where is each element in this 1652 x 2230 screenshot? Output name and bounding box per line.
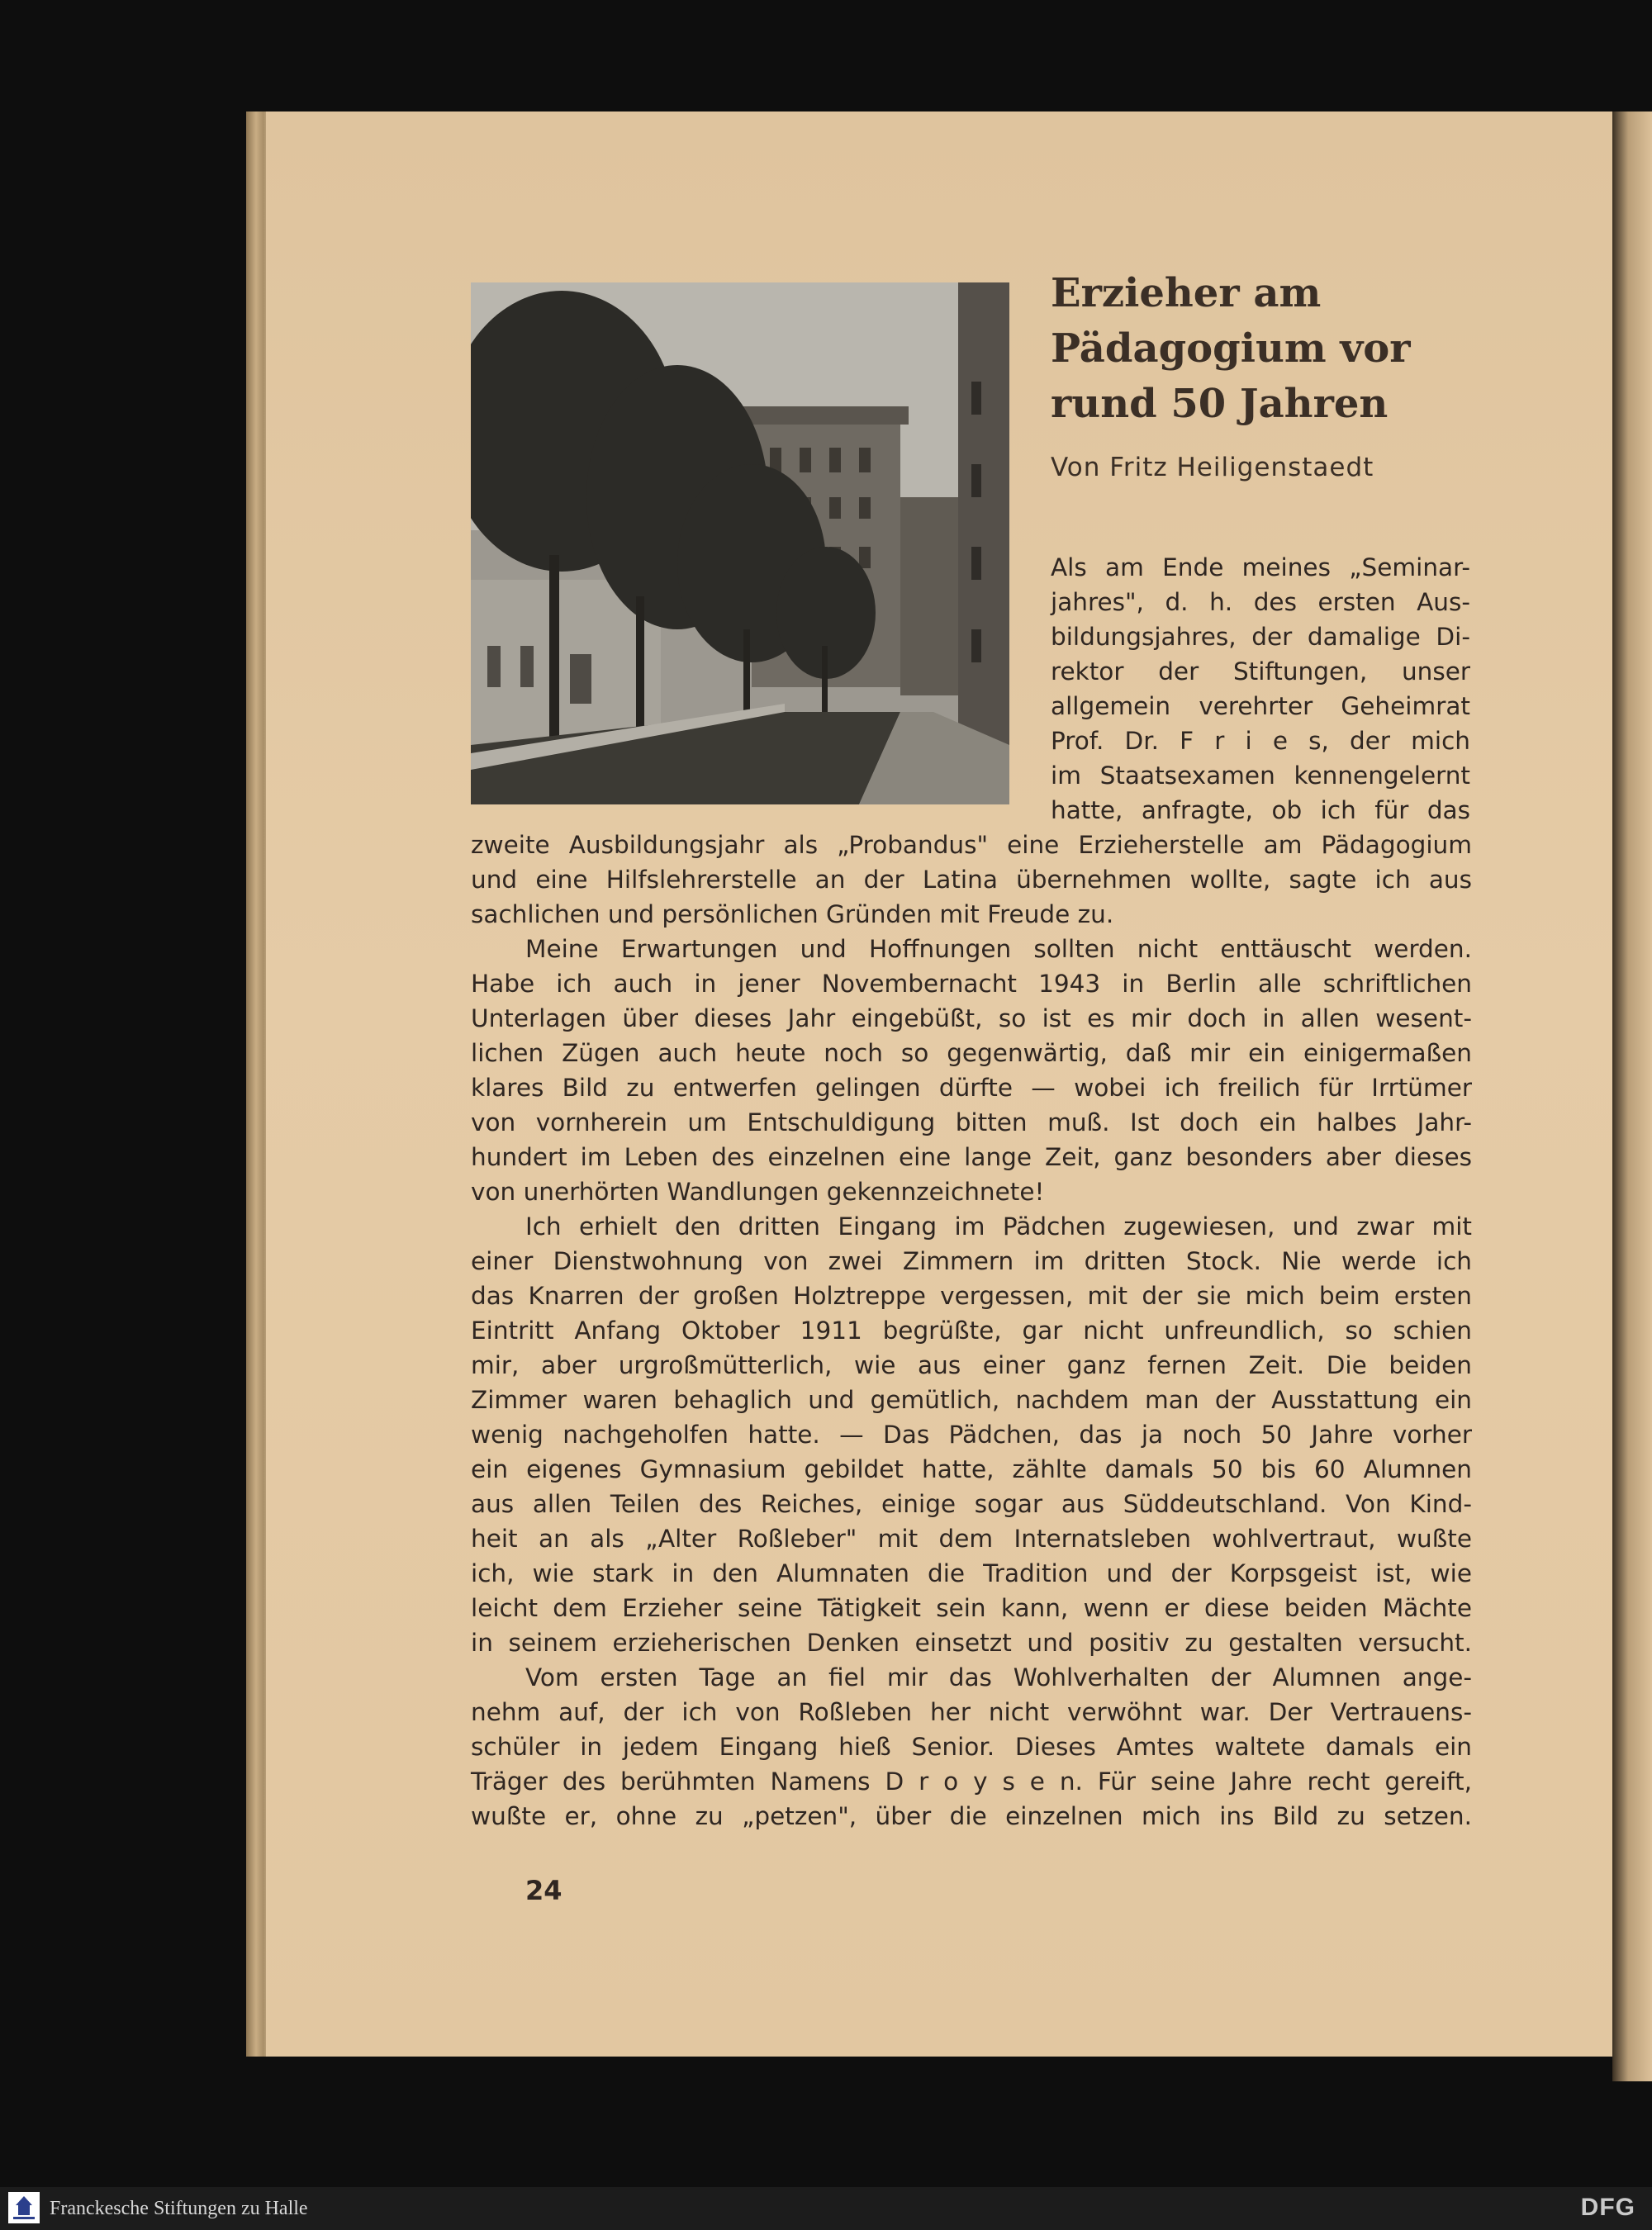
text-line: ich, wie stark in den Alumnaten die Tradition und der Korpsgeist ist, wie [471,1559,1472,1587]
text-line: rektor der Stiftungen, unser [1051,657,1470,686]
text-line: mir, aber urgroßmütterlich, wie aus einer ganz fernen Zeit. Die beiden [471,1351,1472,1379]
article-title-line: Erzieher am [1051,270,1322,316]
text-line: jahres", d. h. des ersten Aus- [1051,588,1470,616]
text-line: wußte er, ohne zu „petzen", über die einzelnen mich ins Bild zu setzen. [471,1802,1472,1830]
viewer-footer-bar [0,2187,1652,2230]
article-title-line: rund 50 Jahren [1051,381,1389,427]
dfg-logo[interactable]: DFG [1580,2194,1635,2221]
text-line: allgemein verehrter Geheimrat [1051,692,1470,720]
article-title-line: Pädagogium vor [1051,325,1411,372]
institution-name[interactable]: Franckesche Stiftungen zu Halle [50,2198,308,2219]
text-line: nehm auf, der ich von Roßleben her nicht verwöhnt war. Der Vertrauens- [471,1698,1472,1726]
text-line: heit an als „Alter Roßleber" mit dem Internatsleben wohlvertraut, wußte [471,1525,1472,1553]
text-line: schüler in jedem Eingang hieß Senior. Dieses Amtes waltete damals ein [471,1733,1472,1761]
article-title [1051,266,1464,432]
text-line: klares Bild zu entwerfen gelingen dürfte — wobei ich freilich für Irrtümer [471,1074,1472,1102]
text-line: ein eigenes Gymnasium gebildet hatte, zählte damals 50 bis 60 Alumnen [471,1455,1472,1483]
text-line: sachlichen und persönlichen Gründen mit Freude zu. [471,900,1114,928]
text-line: hundert im Leben des einzelnen eine lange Zeit, ganz besonders aber dieses [471,1143,1472,1171]
text-line: lichen Zügen auch heute noch so gegenwärtig, daß mir ein einigermaßen [471,1039,1472,1067]
text-line: Ich erhielt den dritten Eingang im Pädchen zugewiesen, und zwar mit [525,1212,1472,1241]
text-line: von vornherein um Entschuldigung bitten muß. Ist doch ein halbes Jahr- [471,1108,1472,1136]
text-line: Vom ersten Tage an fiel mir das Wohlverhalten der Alumnen ange- [525,1663,1472,1691]
page-number: 24 [525,1875,563,1906]
text-line: aus allen Teilen des Reiches, einige sogar aus Süddeutschland. Von Kind- [471,1490,1472,1518]
text-line: Prof. Dr. F r i e s, der mich [1051,727,1470,755]
text-line: das Knarren der großen Holztreppe vergessen, mit der sie mich beim ersten [471,1282,1472,1310]
franckesche-stiftungen-logo-icon[interactable] [8,2192,40,2223]
text-line: zweite Ausbildungsjahr als „Probandus" eine Erzieherstelle am Pädagogium [471,831,1472,859]
text-line: einer Dienstwohnung von zwei Zimmern im dritten Stock. Nie werde ich [471,1247,1472,1275]
text-line: in seinem erzieherischen Denken einsetzt und positiv zu gestalten versucht. [471,1629,1472,1657]
text-line: Unterlagen über dieses Jahr eingebüßt, so ist es mir doch in allen wesent- [471,1004,1472,1032]
text-line: hatte, anfragte, ob ich für das [1051,796,1470,824]
text-line: bildungsjahres, der damalige Di- [1051,623,1470,651]
article-byline: Von Fritz Heiligenstaedt [1051,453,1374,482]
text-line: Habe ich auch in jener Novembernacht 1943 in Berlin alle schriftlichen [471,970,1472,998]
text-line: Träger des berühmten Namens D r o y s e n. Für seine Jahre recht gereift, [471,1767,1472,1796]
building-courtyard-photo [471,282,1009,804]
text-line: und eine Hilfslehrerstelle an der Latina übernehmen wollte, sagte ich aus [471,866,1472,894]
text-line: von unerhörten Wandlungen gekennzeichnete! [471,1178,1045,1206]
text-line: Als am Ende meines „Seminar- [1051,553,1470,581]
text-line: Meine Erwartungen und Hoffnungen sollten nicht enttäuscht werden. [525,935,1472,963]
text-line: im Staatsexamen kennengelernt [1051,762,1470,790]
text-line: Eintritt Anfang Oktober 1911 begrüßte, gar nicht unfreundlich, so schien [471,1317,1472,1345]
text-line: Zimmer waren behaglich und gemütlich, nachdem man der Ausstattung ein [471,1386,1472,1414]
next-page-edge [1612,112,1652,2081]
text-line: leicht dem Erzieher seine Tätigkeit sein kann, wenn er diese beiden Mächte [471,1594,1472,1622]
text-line: wenig nachgeholfen hatte. — Das Pädchen, das ja noch 50 Jahre vorher [471,1421,1472,1449]
